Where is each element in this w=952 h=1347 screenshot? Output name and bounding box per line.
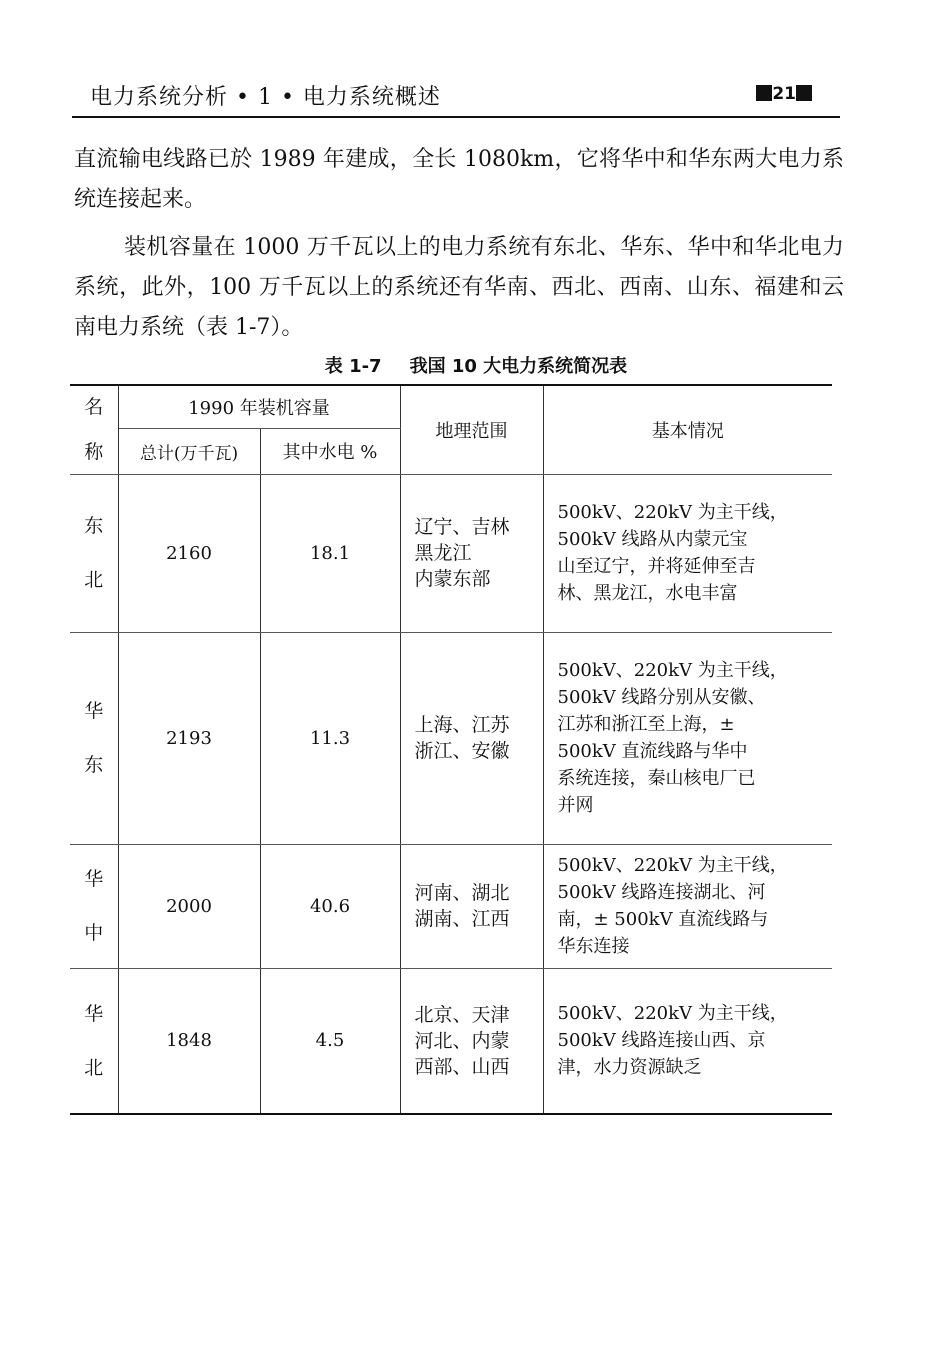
row-name-cell — [70, 968, 118, 1114]
info-line: 山至辽宁，并将延伸至吉 — [557, 556, 756, 577]
header-name-bottom: 称 — [84, 441, 104, 463]
info-line: 林、黑龙江，水电丰富 — [557, 583, 738, 604]
row-region — [400, 844, 543, 968]
info-line: 500kV、220kV 为主干线， — [557, 660, 788, 681]
table-caption — [0, 352, 952, 378]
header-hydro: 其中水电 % — [260, 428, 400, 474]
row-name-cell — [70, 632, 118, 844]
row-region — [400, 968, 543, 1114]
header-name-top: 名 — [84, 396, 104, 418]
table-row — [70, 968, 832, 1114]
header-region: 地理范围 — [400, 385, 543, 474]
row-total: 2160 — [118, 474, 260, 632]
table-caption-title: 我国 10 大电力系统简况表 — [409, 356, 628, 377]
header-name-cell — [70, 385, 118, 474]
row-name-cell — [70, 474, 118, 632]
row-name-char: 华 — [84, 700, 104, 722]
region-line: 浙江、安徽 — [414, 740, 510, 762]
row-info — [543, 474, 832, 632]
row-name-cell — [70, 844, 118, 968]
table-row — [70, 474, 832, 632]
paragraph: 直流输电线路已於 1989 年建成，全长 1080km，它将华中和华东两大电力系统连接起来。 — [74, 147, 844, 212]
row-name-char: 北 — [84, 1056, 104, 1079]
table-row — [70, 632, 832, 844]
info-line: 500kV 直流线路与华中 — [557, 741, 748, 762]
info-line: 并网 — [557, 795, 594, 816]
row-hydro: 4.5 — [260, 968, 400, 1114]
info-line: 500kV 线路从内蒙元宝 — [557, 529, 748, 550]
power-systems-table — [70, 384, 832, 1115]
info-line: 500kV 线路分别从安徽、 — [557, 687, 766, 708]
info-line: 华东连接 — [557, 936, 630, 957]
info-line: 津，水力资源缺乏 — [557, 1057, 702, 1079]
info-line: 500kV、220kV 为主干线， — [557, 502, 788, 523]
table-row — [70, 844, 832, 968]
table-caption-number: 表 1-7 — [324, 356, 382, 377]
region-line: 北京、天津 — [414, 1003, 510, 1026]
region-line: 河南、湖北 — [414, 882, 510, 904]
body-text — [74, 140, 844, 348]
header-total: 总计(万千瓦) — [118, 428, 260, 474]
row-name-char: 东 — [84, 515, 104, 537]
page-number-text: 21 — [772, 84, 796, 104]
region-line: 湖南、江西 — [414, 908, 510, 930]
info-line: 南，± 500kV 直流线路与 — [557, 909, 769, 930]
row-name-char: 华 — [84, 868, 104, 890]
row-name-char: 华 — [84, 1002, 104, 1025]
header-info: 基本情况 — [543, 385, 832, 474]
info-line: 江苏和浙江至上海，± — [557, 714, 735, 735]
region-line: 辽宁、吉林 — [414, 516, 510, 538]
row-name-char: 北 — [84, 569, 104, 591]
info-line: 500kV、220kV 为主干线， — [557, 1003, 788, 1025]
square-mark-icon — [796, 85, 812, 101]
row-info — [543, 844, 832, 968]
row-name-char: 中 — [84, 922, 104, 944]
row-hydro: 40.6 — [260, 844, 400, 968]
running-header — [72, 74, 840, 118]
row-hydro: 18.1 — [260, 474, 400, 632]
region-line: 黑龙江 — [414, 542, 472, 564]
row-name-char: 东 — [84, 754, 104, 776]
region-line: 上海、江苏 — [414, 714, 510, 736]
info-line: 500kV、220kV 为主干线， — [557, 855, 788, 876]
row-region — [400, 474, 543, 632]
region-line: 河北、内蒙 — [414, 1029, 510, 1052]
row-region — [400, 632, 543, 844]
row-total: 2000 — [118, 844, 260, 968]
region-line: 内蒙东部 — [414, 568, 491, 590]
header-capacity-group: 1990 年装机容量 — [118, 385, 400, 428]
page-number — [756, 84, 812, 104]
row-hydro: 11.3 — [260, 632, 400, 844]
info-line: 500kV 线路连接山西、京 — [557, 1030, 766, 1052]
paragraph: 装机容量在 1000 万千瓦以上的电力系统有东北、华东、华中和华北电力系统，此外，100 万千瓦以上的系统还有华南、西北、西南、山东、福建和云南电力系统（表 1-7）。 — [74, 235, 844, 340]
row-total: 2193 — [118, 632, 260, 844]
info-line: 500kV 线路连接湖北、河 — [557, 882, 766, 903]
square-mark-icon — [756, 85, 772, 101]
row-info — [543, 632, 832, 844]
row-total: 1848 — [118, 968, 260, 1114]
row-info — [543, 968, 832, 1114]
region-line: 西部、山西 — [414, 1055, 510, 1078]
running-header-title: 电力系统分析 • 1 • 电力系统概述 — [90, 85, 441, 110]
info-line: 系统连接，秦山核电厂已 — [557, 768, 756, 789]
table-header-row — [70, 385, 832, 428]
